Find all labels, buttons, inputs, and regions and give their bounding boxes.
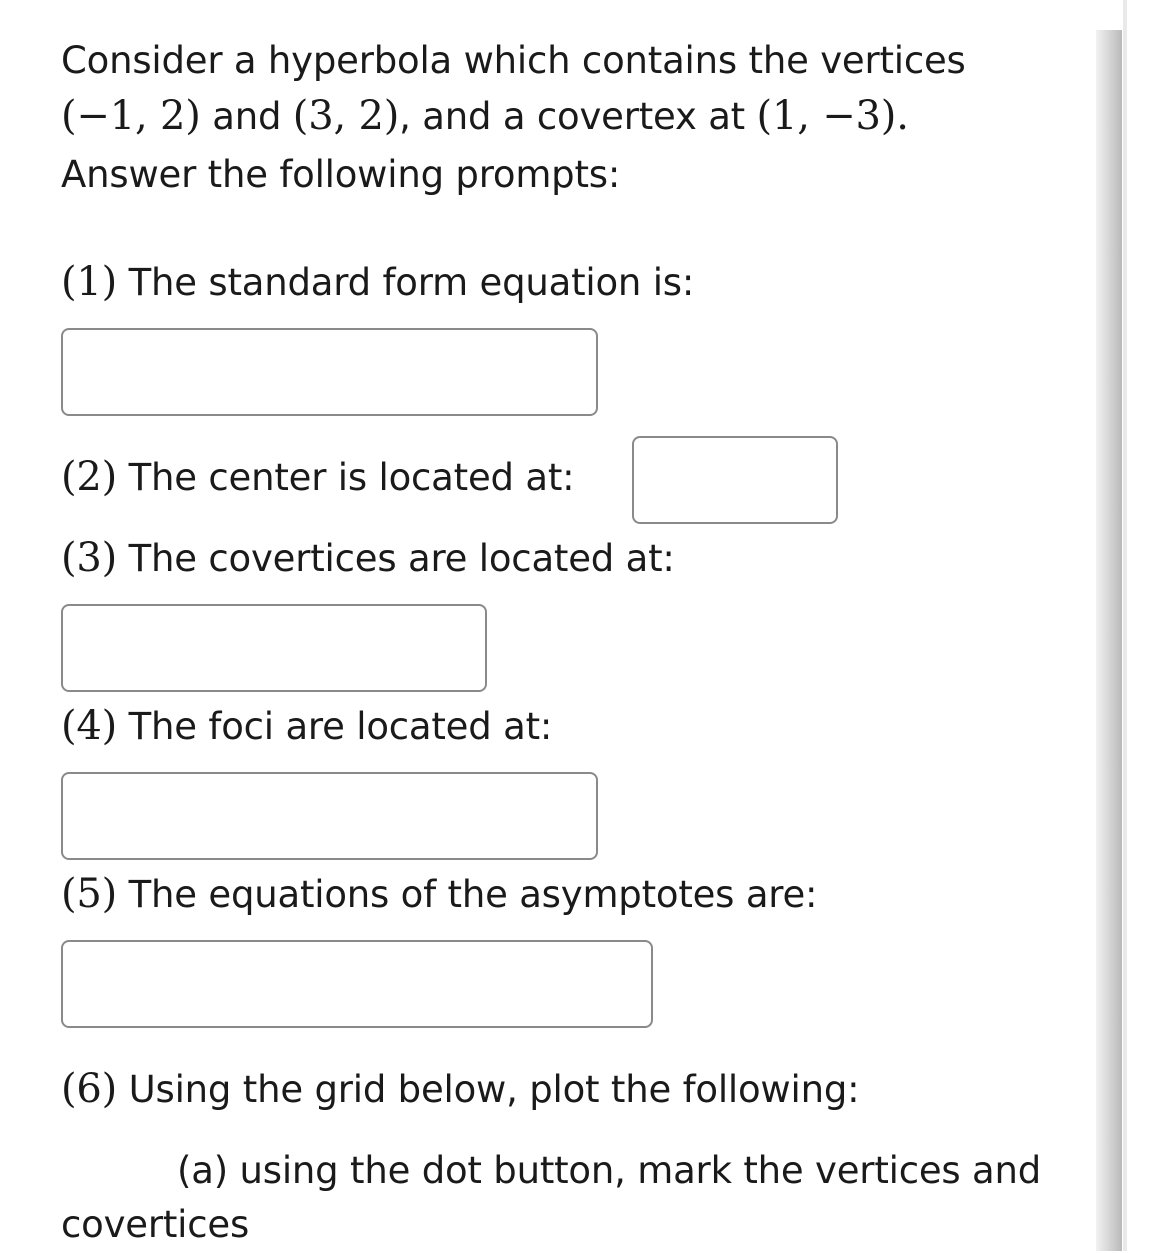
prompt-4-text: The foci are located at: xyxy=(117,705,553,748)
prompt-6-text: Using the grid below, plot the following: xyxy=(117,1068,860,1111)
prompt-3-text: The covertices are located at: xyxy=(117,537,675,580)
scrollbar-track[interactable] xyxy=(1123,0,1127,1251)
prompt-1 xyxy=(61,254,694,311)
covertex: (1, −3) xyxy=(756,93,897,139)
covertices-input[interactable] xyxy=(61,604,487,692)
prompt-1-number: (1) xyxy=(61,259,118,305)
prompt-2-text: The center is located at: xyxy=(117,456,575,499)
vertex-1: (−1, 2) xyxy=(61,93,201,139)
prompt-4-number: (4) xyxy=(61,703,118,749)
subprompt-a-line-2: covertices xyxy=(61,1203,250,1246)
prompt-1-text: The standard form equation is: xyxy=(117,261,695,304)
prompt-6-number: (6) xyxy=(61,1066,118,1112)
intro-and-2: , and a covertex at xyxy=(399,95,757,138)
foci-input[interactable] xyxy=(61,772,598,860)
scrollbar-thumb[interactable] xyxy=(1096,30,1122,1251)
intro-line-2 xyxy=(61,88,909,145)
intro-period: . xyxy=(896,93,909,139)
prompt-5-number: (5) xyxy=(61,871,118,917)
prompt-2 xyxy=(61,449,574,506)
prompt-4 xyxy=(61,698,552,755)
prompt-3 xyxy=(61,530,675,587)
standard-form-input[interactable] xyxy=(61,328,598,416)
vertex-2: (3, 2) xyxy=(292,93,400,139)
prompt-5-text: The equations of the asymptotes are: xyxy=(117,873,818,916)
subprompt-a-line-1: (a) using the dot button, mark the vertices and xyxy=(177,1149,1042,1192)
prompt-5 xyxy=(61,866,817,923)
asymptotes-input[interactable] xyxy=(61,940,653,1028)
intro-line-1: Consider a hyperbola which contains the vertices xyxy=(61,39,966,82)
intro-line-3: Answer the following prompts: xyxy=(61,153,621,196)
center-input[interactable] xyxy=(632,436,838,524)
prompt-2-number: (2) xyxy=(61,454,118,500)
intro-and-1: and xyxy=(200,95,293,138)
prompt-6 xyxy=(61,1061,859,1118)
prompt-3-number: (3) xyxy=(61,535,118,581)
